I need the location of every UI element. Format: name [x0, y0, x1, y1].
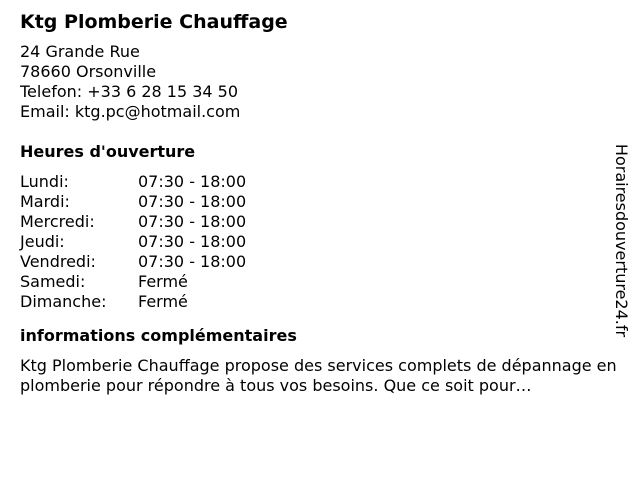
- day-hours: Fermé: [138, 272, 188, 291]
- site-watermark: [602, 135, 640, 345]
- hours-table: [20, 172, 610, 312]
- day-label: Samedi:: [20, 272, 86, 291]
- info-heading: informations complémentaires: [20, 326, 297, 345]
- hours-row-friday: [20, 252, 610, 272]
- day-label: Lundi:: [20, 172, 69, 191]
- day-label: Jeudi:: [20, 232, 65, 251]
- day-hours: 07:30 - 18:00: [138, 192, 247, 211]
- address-city: 78660 Orsonville: [20, 62, 157, 81]
- hours-heading: Heures d'ouverture: [20, 142, 196, 161]
- day-hours: 07:30 - 18:00: [138, 212, 247, 231]
- address-street: 24 Grande Rue: [20, 42, 140, 61]
- hours-row-saturday: [20, 272, 610, 292]
- business-name: Ktg Plomberie Chauffage: [20, 11, 288, 33]
- hours-row-thursday: [20, 232, 610, 252]
- day-label: Vendredi:: [20, 252, 96, 271]
- business-card: [20, 10, 617, 396]
- day-label: Dimanche:: [20, 292, 107, 311]
- day-label: Mercredi:: [20, 212, 95, 231]
- hours-row-sunday: [20, 292, 610, 312]
- watermark-text: Horairesdouverture24.fr: [612, 143, 632, 337]
- hours-row-wednesday: [20, 212, 610, 232]
- day-hours: 07:30 - 18:00: [138, 172, 247, 191]
- phone-number: Telefon: +33 6 28 15 34 50: [20, 82, 239, 101]
- day-hours: 07:30 - 18:00: [138, 252, 247, 271]
- hours-row-monday: [20, 172, 610, 192]
- day-hours: 07:30 - 18:00: [138, 232, 247, 251]
- day-label: Mardi:: [20, 192, 70, 211]
- info-description: Ktg Plomberie Chauffage propose des services complets de dépannage en plomberie pour répondre à tous vos besoins. Que ce soit pour…: [20, 356, 617, 395]
- email-address: Email: ktg.pc@hotmail.com: [20, 102, 241, 121]
- hours-row-tuesday: [20, 192, 610, 212]
- day-hours: Fermé: [138, 292, 188, 311]
